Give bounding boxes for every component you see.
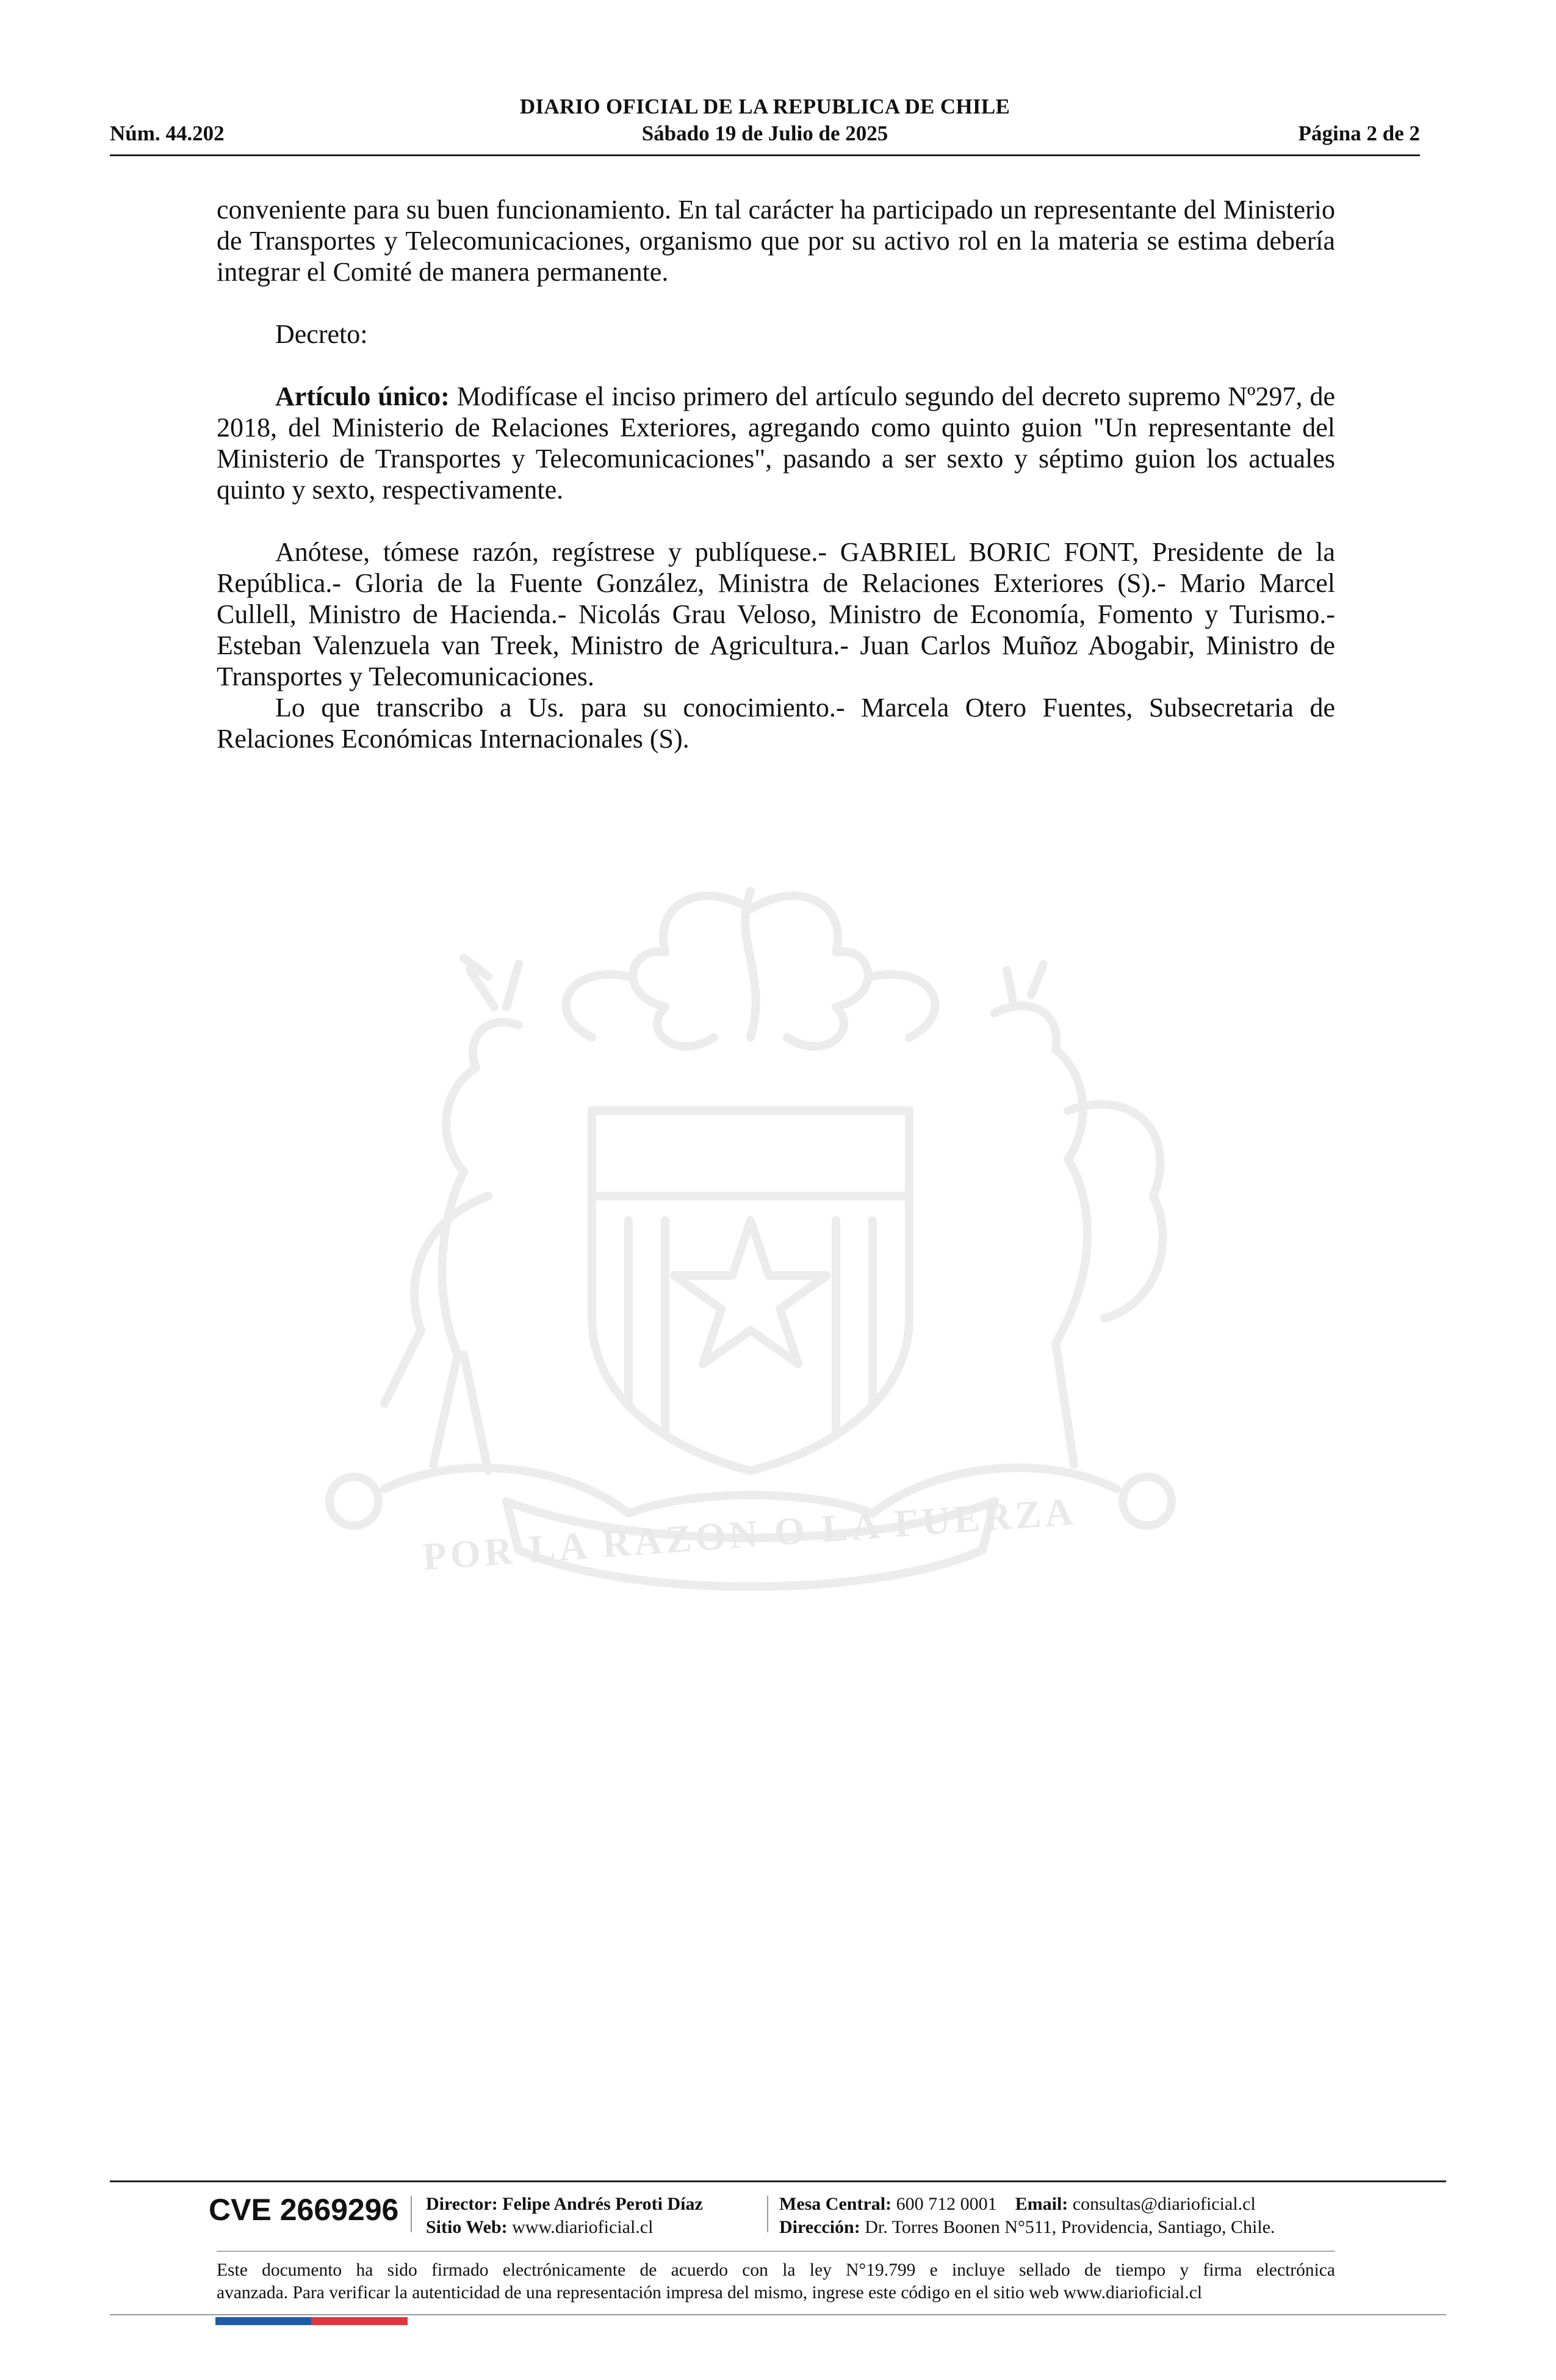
article-paragraph [217, 381, 1335, 505]
email-label: Email: [1015, 2194, 1068, 2214]
flag-stripe-blue [215, 2317, 311, 2325]
header-divider [110, 154, 1420, 156]
director-name: Felipe Andrés Peroti Díaz [502, 2194, 703, 2214]
address-label: Dirección: [779, 2217, 860, 2237]
decreto-heading: Decreto: [275, 319, 368, 349]
article-text: Modifícase el inciso primero del artículo segundo del decreto supremo Nº297, de 2018, del Ministerio de Relaciones Exteriores, agregando como quinto guion "Un representante del Ministerio de Transportes y Telecomunicaciones", pasando a ser sexto y séptimo guion los actuales quinto y sexto, respectivamente. [217, 381, 1336, 505]
website-label: Sitio Web: [426, 2217, 508, 2237]
phone-number: 600 712 0001 [896, 2194, 997, 2214]
phone-label: Mesa Central: [779, 2194, 892, 2214]
legal-notice-line-2: avanzada. Para verificar la autenticidad de una representación impresa del mismo, ingrese este código en el sitio web www.diarioficial.cl [217, 2283, 1203, 2302]
website-link[interactable]: www.diarioficial.cl [512, 2217, 654, 2237]
footer-director-block [426, 2193, 703, 2239]
coat-of-arms-watermark [201, 854, 1300, 1666]
flag-stripe-red [311, 2317, 408, 2325]
signatures-paragraph: Anótese, tómese razón, regístrese y publíquese.- GABRIEL BORIC FONT, Presidente de la República.- Gloria de la Fuente González, Ministra de Relaciones Exteriores (S).- Mario Marcel Cullell, Ministro de Hacienda.- Nicolás Grau Veloso, Ministro de Economía, Fomento y Turismo.- Esteban Valenzuela van Treek, Ministro de Agricultura.- Juan Carlos Muñoz Abogabir, Ministro de Transportes y Telecomunicaciones. [217, 537, 1335, 691]
footer-divider-mid [217, 2251, 1335, 2252]
page-number: Página 2 de 2 [1298, 121, 1420, 145]
seal-motto: POR LA RAZON O LA FUERZA [421, 1489, 1078, 1579]
footer-divider-top [110, 2180, 1446, 2182]
footer-divider-bottom [110, 2314, 1446, 2315]
intro-paragraph: conveniente para su buen funcionamiento. En tal carácter ha participado un representante del Ministerio de Transportes y Telecomunicaciones, organismo que por su activo rol en la materia se estima debería integrar el Comité de manera permanente. [217, 195, 1335, 287]
closing-paragraph: Lo que transcribo a Us. para su conocimiento.- Marcela Otero Fuentes, Subsecretaria de Relaciones Económicas Internacionales (S). [217, 693, 1335, 754]
footer-separator [411, 2196, 412, 2232]
issue-date: Sábado 19 de Julio de 2025 [641, 121, 888, 145]
address-value: Dr. Torres Boonen N°511, Providencia, Santiago, Chile. [865, 2217, 1275, 2237]
issue-number: Núm. 44.202 [110, 121, 225, 145]
decree-body [217, 194, 1335, 754]
legal-notice [217, 2259, 1335, 2304]
footer-contact-block [779, 2193, 1275, 2239]
director-label: Director: [426, 2194, 498, 2214]
footer-separator [767, 2196, 768, 2232]
article-label: Artículo único: [275, 381, 450, 411]
legal-notice-line-1: Este documento ha sido firmado electrónicamente de acuerdo con la ley N°19.799 e incluye sellado de tiempo y firma electrónica [217, 2260, 1335, 2280]
email-link[interactable]: consultas@diarioficial.cl [1072, 2194, 1256, 2214]
gazette-title: DIARIO OFICIAL DE LA REPUBLICA DE CHILE [519, 95, 1010, 118]
cve-code: CVE 2669296 [209, 2193, 399, 2227]
page-header [110, 95, 1420, 156]
